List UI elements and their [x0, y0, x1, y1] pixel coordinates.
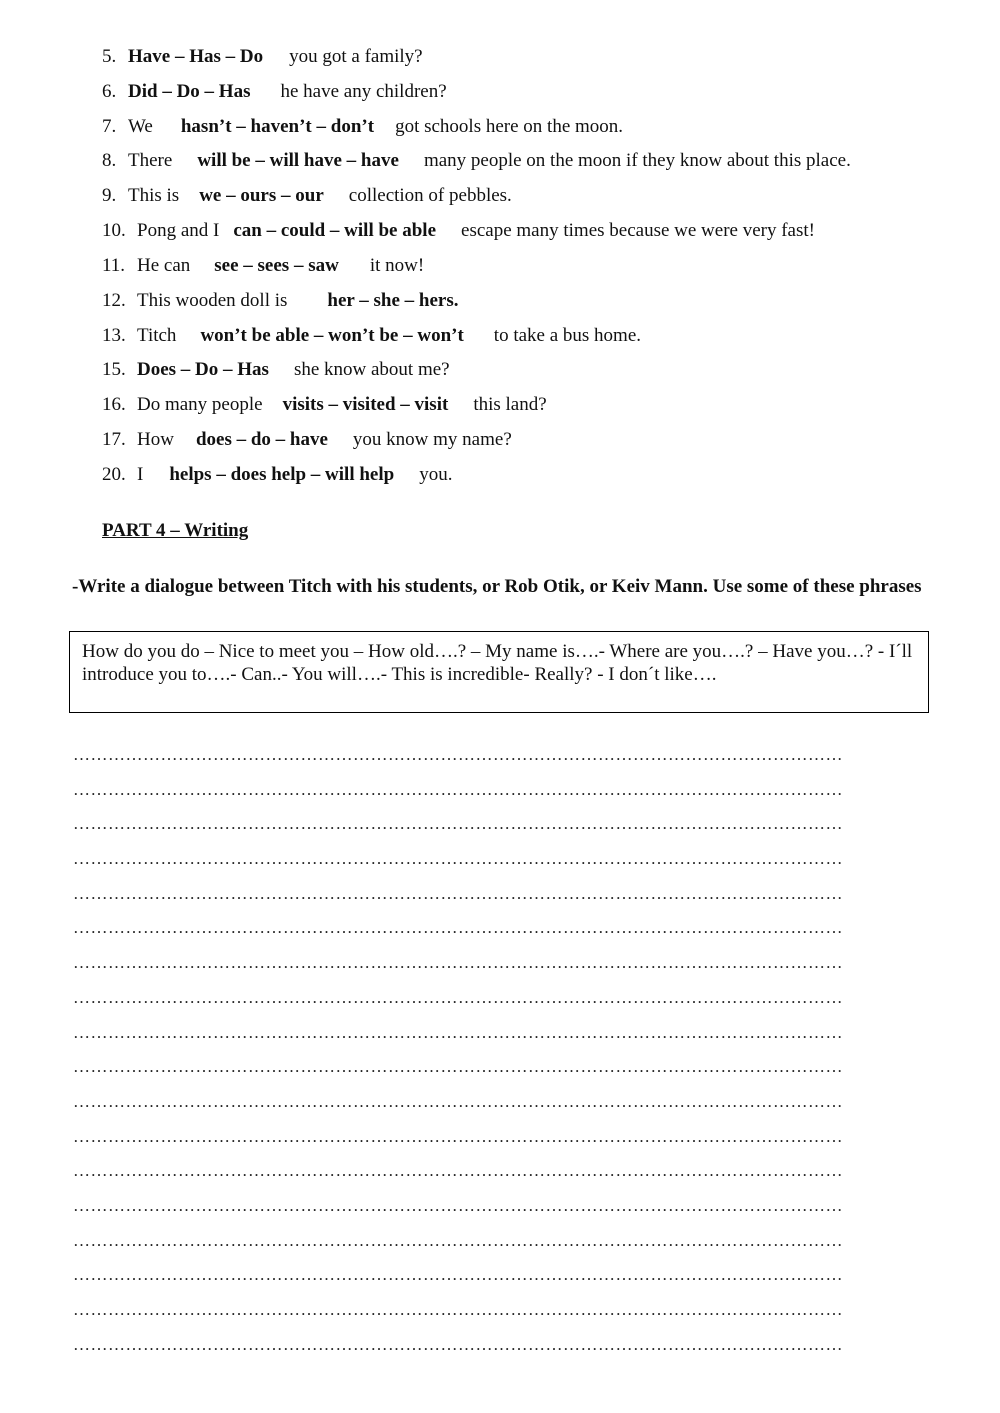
answer-options: will be – will have – have — [197, 150, 399, 171]
question-prefix: This wooden doll is — [137, 290, 288, 311]
writing-line: …………………………………………………………………………………………………………………… — [73, 1022, 843, 1042]
answer-options: we – ours – our — [199, 185, 324, 206]
question-item — [102, 116, 623, 138]
question-number: 16. — [102, 394, 126, 415]
question-number: 15. — [102, 359, 126, 380]
writing-line: …………………………………………………………………………………………………………………… — [73, 1126, 843, 1146]
question-number: 12. — [102, 290, 126, 311]
question-suffix: escape many times because we were very fast! — [461, 220, 815, 241]
answer-options: visits – visited – visit — [282, 394, 449, 415]
question-prefix: How — [137, 429, 174, 450]
question-number: 5. — [102, 46, 117, 67]
question-number: 8. — [102, 150, 117, 171]
phrase-box: How do you do – Nice to meet you – How old….? – My name is….- Where are you….? – Have you…? - I´ll introduce you to….- Can..- You will….- This is incredible- Really? - I don´t like…. — [69, 631, 929, 713]
question-prefix: There — [128, 150, 173, 171]
question-suffix: he have any children? — [280, 81, 447, 102]
question-prefix: Do many people — [137, 394, 263, 415]
question-number: 6. — [102, 81, 117, 102]
question-number: 11. — [102, 255, 126, 276]
answer-options: Have – Has – Do — [128, 46, 264, 67]
question-number: 10. — [102, 220, 126, 241]
question-item — [102, 290, 458, 312]
question-item — [102, 464, 452, 486]
question-item — [102, 185, 512, 207]
question-item — [102, 325, 641, 347]
writing-line: …………………………………………………………………………………………………………………… — [73, 1300, 843, 1319]
writing-line: …………………………………………………………………………………………………………………… — [73, 1057, 843, 1077]
writing-line: …………………………………………………………………………………………………………………… — [73, 1230, 843, 1250]
writing-instruction: -Write a dialogue between Titch with his students, or Rob Otik, or Keiv Mann. Use some of these phrases — [72, 576, 922, 597]
question-item — [102, 359, 450, 381]
question-prefix: I — [137, 464, 144, 485]
writing-lines — [73, 745, 918, 1369]
question-item — [102, 394, 547, 416]
question-prefix: We — [128, 116, 153, 137]
question-suffix: collection of pebbles. — [348, 185, 512, 206]
question-item — [102, 81, 447, 103]
question-suffix: it now! — [369, 255, 425, 276]
question-item — [102, 220, 815, 242]
writing-line: …………………………………………………………………………………………………………………… — [73, 953, 843, 973]
part-4-heading: PART 4 – Writing — [102, 520, 249, 541]
writing-line: …………………………………………………………………………………………………………………… — [73, 1265, 843, 1285]
question-suffix: you got a family? — [289, 46, 423, 67]
question-suffix: got schools here on the moon. — [395, 116, 624, 137]
question-item — [102, 150, 851, 172]
writing-line: …………………………………………………………………………………………………………………… — [73, 918, 843, 938]
question-number: 20. — [102, 464, 126, 485]
answer-options: does – do – have — [195, 429, 328, 450]
answer-options: hasn’t – haven’t – don’t — [180, 116, 375, 137]
writing-line: …………………………………………………………………………………………………………………… — [73, 1195, 843, 1215]
question-suffix: you know my name? — [352, 429, 512, 450]
answer-options: Did – Do – Has — [128, 81, 251, 102]
question-number: 17. — [102, 429, 126, 450]
writing-line: …………………………………………………………………………………………………………………… — [73, 1091, 843, 1111]
question-item — [102, 429, 512, 451]
question-item — [102, 255, 424, 277]
answer-options: won’t be able – won’t be – won’t — [200, 325, 464, 346]
writing-line: …………………………………………………………………………………………………………………… — [73, 814, 843, 834]
writing-line: …………………………………………………………………………………………………………………… — [73, 1334, 843, 1354]
question-number: 13. — [102, 325, 126, 346]
question-prefix: Titch — [137, 325, 177, 346]
writing-line: …………………………………………………………………………………………………………………… — [73, 883, 843, 903]
question-number: 9. — [102, 185, 117, 206]
writing-line: …………………………………………………………………………………………………………………… — [73, 779, 843, 799]
question-prefix: He can — [137, 255, 191, 276]
answer-options: can – could – will be able — [233, 220, 437, 241]
question-item — [102, 46, 423, 68]
answer-options: Does – Do – Has — [137, 359, 269, 380]
question-suffix: you. — [419, 464, 453, 485]
writing-line: …………………………………………………………………………………………………………………… — [73, 849, 843, 869]
question-suffix: to take a bus home. — [493, 325, 642, 346]
question-prefix: This is — [128, 185, 180, 206]
answer-options: helps – does help – will help — [169, 464, 395, 485]
question-suffix: she know about me? — [293, 359, 450, 380]
writing-line: …………………………………………………………………………………………………………………… — [73, 745, 843, 764]
question-prefix: Pong and I — [137, 220, 220, 241]
question-number: 7. — [102, 116, 117, 137]
question-suffix: many people on the moon if they know about this place. — [423, 150, 851, 171]
question-suffix: this land? — [473, 394, 547, 415]
answer-options: see – sees – saw — [214, 255, 339, 276]
writing-line: …………………………………………………………………………………………………………………… — [73, 987, 843, 1007]
answer-options: her – she – hers. — [327, 290, 459, 311]
writing-line: …………………………………………………………………………………………………………………… — [73, 1161, 843, 1181]
